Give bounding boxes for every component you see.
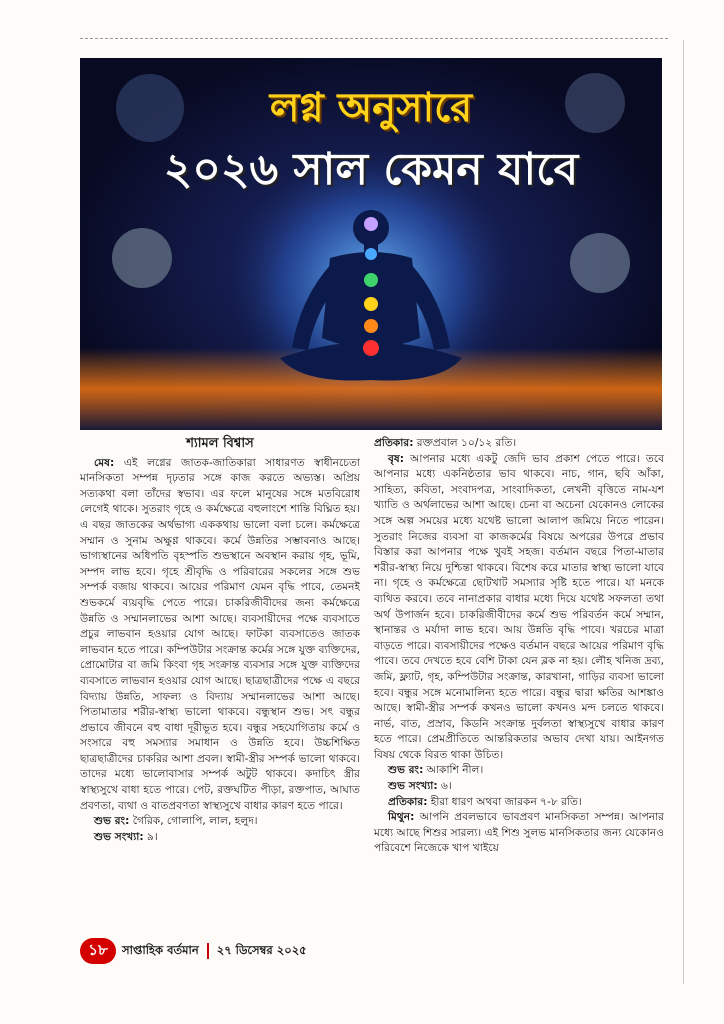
footer-divider bbox=[207, 943, 209, 959]
chakra-crown bbox=[364, 217, 378, 231]
chakra-solar bbox=[364, 297, 378, 311]
planet-left bbox=[112, 228, 172, 288]
sign-label: বৃষ: bbox=[388, 452, 404, 465]
paragraph-mithun: মিথুন: আপনি প্রবলভাবে ভাবপ্রবণ মানসিকতা সম্পন্ন। আপনার মধ্যে আছে শিশুর সারল্য। এই শিশু সুলভ মানসিকতার জন্য যেকোনও পরিবেশে নিজেকে খাপ খাইয়ে bbox=[374, 811, 664, 855]
remedy: প্রতিকার: রক্তপ্রবাল ১০/১২ রতি। bbox=[374, 437, 517, 449]
lucky-color: শুভ রং: গৈরিক, গোলাপি, লাল, হলুদ। bbox=[94, 815, 258, 828]
page-edge bbox=[683, 40, 684, 984]
page-footer bbox=[80, 937, 307, 965]
article-column-left bbox=[80, 436, 360, 845]
hero-title-line2: ২০২৬ সাল কেমন যাবে bbox=[163, 144, 579, 195]
planet-right bbox=[570, 233, 630, 293]
paragraph-mesh: মেষ: এই লগ্নের জাতক-জাতিকারা সাধারণত স্বাধীনচেতা মানসিকতা সম্পন্ন দৃঢ়তার সঙ্গে কাজ করতে অভ্যস্ত। অপ্রিয় সত্যকথা বলা তাঁদের স্বভাব। এর ফলে মানুষের সঙ্গে মতবিরোধ লেগেই থাকে। সুতরাং গৃহে ও কর্মক্ষেত্রে বহুলাংশে শান্তি বিঘ্নিত হয়। এ বছর জাতকের অর্থভাগ্য এককথায় ভালো বলা চলে। কর্মক্ষেত্রে সম্মান ও সুনাম অক্ষুণ্ণ থাকবে। কর্মে উন্নতির সম্ভাবনাও আছে। ভাগ্যস্থানের অধিপতি বৃহস্পতি শুভস্থানে অবস্থান করায় গৃহ, ভূমি, সম্পদ লাভ হবে। গৃহে শ্রীবৃদ্ধি ও পরিবারের সকলের সঙ্গে শুভ সম্পর্ক বজায় থাকবে। আয়ের পরিমাণ যেমন বৃদ্ধি পাবে, তেমনই শুভকর্মে ব্যয়বৃদ্ধি পেতে পারে। চাকরিজীবীদের জন্য কর্মক্ষেত্রে উন্নতি ও সম্মানলাভের আশা আছে। ব্যবসায়ীদের পক্ষে ব্যবসাতে প্রচুর লাভবান হওয়ার যোগ আছে। ফাটকা ব্যবসাতেও জাতক লাভবান হতে পারে। কম্পিউটার সংক্রান্ত কর্মের সঙ্গে যুক্ত ব্যক্তিদের, প্রোমোটার বা জমি কিংবা গৃহ সংক্রান্ত ব্যবসার সঙ্গে যুক্ত ব্যক্তিদের ব্যবসাতে লাভবান হওয়ার যোগ আছে। ছাত্রছাত্রীদের পক্ষে এ বছরে বিদ্যায় উন্নতি, সাফল্য ও বিদ্যায় সম্মানলাভের আশা আছে। পিতামাতার শরীর-স্বাস্থ্য ভালো থাকবে। বন্ধুস্থান শুভ। সৎ বন্ধুর প্রভাবে জীবনে বহু বাধা দূরীভূত হবে। বন্ধুর সহযোগিতায় কর্মে ও সংসারে বহু সমস্যার সমাধান ও উন্নতি হবে। উচ্চশিক্ষিত ছাত্রছাত্রীদের চাকরির আশা প্রবল। স্বামী-স্ত্রীর সম্পর্ক ভালো থাকবে। তাদের মধ্যে ভালোবাসার সম্পর্ক অটুট থাকবে। কদাচিৎ স্ত্রীর স্বাস্থ্যসুখে বাধা হতে পারে। পেট, রক্তঘটিত পীড়া, রক্তপাত, আঘাত প্রবণতা, ব্যথা ও বাতপ্রবণতা স্বাস্থ্যসুখে বাধার কারণ হতে পারে। bbox=[80, 456, 360, 812]
hero-title-line1: লগ্ন অনুসারে bbox=[269, 85, 473, 131]
chakra-root bbox=[363, 340, 379, 356]
chakra-sacral bbox=[364, 319, 378, 333]
author-name: শ্যামল বিশ্বাস bbox=[186, 436, 254, 451]
chakra-throat bbox=[365, 248, 377, 260]
chakra-heart bbox=[364, 273, 378, 287]
lucky-number: শুভ সংখ্যা: ৯। bbox=[94, 830, 158, 843]
remedy: প্রতিকার: হীরা ধারণ অথবা জারকন ৭-৮ রতি। bbox=[388, 795, 582, 808]
top-rule bbox=[80, 38, 668, 39]
page-number: ১৮ bbox=[80, 938, 116, 964]
sign-label: মিথুন: bbox=[388, 811, 415, 824]
hero-illustration bbox=[80, 58, 662, 430]
sign-label: মেষ: bbox=[94, 456, 115, 469]
issue-date: ২৭ ডিসেম্বর ২০২৫ bbox=[216, 942, 307, 957]
lucky-color: শুভ রং: আকাশি নীল। bbox=[388, 764, 484, 777]
paragraph-brish: বৃষ: আপনার মধ্যে একটু জেদি ভাব প্রকাশ পেতে পারে। তবে আপনার মধ্যে একনিষ্ঠতার ভাব থাকবে। নাচ, গান, ছবি আঁকা, সাহিত্য, কবিতা, সংবাদপত্র, সাংবাদিকতা, লেখনী বৃত্তিতে নাম-যশ খ্যাতি ও অর্থলাভের আশা আছে। চেনা বা অচেনা যেকোনও লোকের সঙ্গে অল্প সময়ের মধ্যে যথেষ্ট ভালো আলাপ জমিয়ে নিতে পারেন। সুতরাং নিজের ব্যবসা বা কাজকর্মের বিষয়ে অপরের উপরে প্রভাব বিস্তার করা আপনার পক্ষে খুবই সহজ। বর্তমান বছরে পিতা-মাতার শরীর-স্বাস্থ্য নিয়ে দুশ্চিন্তা থাকবে। বিশেষ করে মাতার স্বাস্থ্য ভালো যাবে না। গৃহে ও কর্মক্ষেত্রে ছোটখাট সমস্যার সৃষ্টি হতে পারে। যা মনকে ব্যথিত করবে। তবে নানাপ্রকার বাধার মধ্যে দিয়ে যথেষ্ট সফলতা তথা অর্থ উপার্জন হবে। চাকরিজীবীদের কর্মে শুভ পরিবর্তন কর্মে সম্মান, স্থানান্তর ও মর্যাদা লাভ হবে। আয় উন্নতি বৃদ্ধি পাবে। খরচের মাত্রা বাড়তে পারে। ব্যবসায়ীদের পক্ষেও বর্তমান বছরে আয়ের পরিমাণ বৃদ্ধি পাবে। তবে দেখতে হবে বেশি টাকা যেন ব্লক না হয়। লৌহ খনিজ দ্রব্য, জমি, ফ্ল্যাট, গৃহ, কম্পিউটার সংক্রান্ত, কারখানা, গাড়ির ব্যবসা ভালো হবে। বন্ধুর সঙ্গে মনোমালিন্য হতে পারে। বন্ধুর দ্বারা ক্ষতির আশঙ্কাও আছে। স্বামী-স্ত্রীর সম্পর্ক কখনও ভালো কখনও মন্দ চলতে থাকবে। নার্ভ, বাত, প্রস্রাব, কিডনি সংক্রান্ত দুর্বলতা স্বাস্থ্যসুখে বাধার কারণ হতে পারে। প্রেমপ্রীতিতে আন্তরিকতার অভাব দেখা যায়। আইনগত বিষয় থেকে বিরত থাকা উচিত। bbox=[374, 452, 664, 761]
article-column-right bbox=[374, 436, 664, 857]
lucky-number: শুভ সংখ্যা: ৬। bbox=[388, 780, 452, 793]
magazine-name: সাপ্তাহিক বর্তমান bbox=[122, 942, 199, 957]
